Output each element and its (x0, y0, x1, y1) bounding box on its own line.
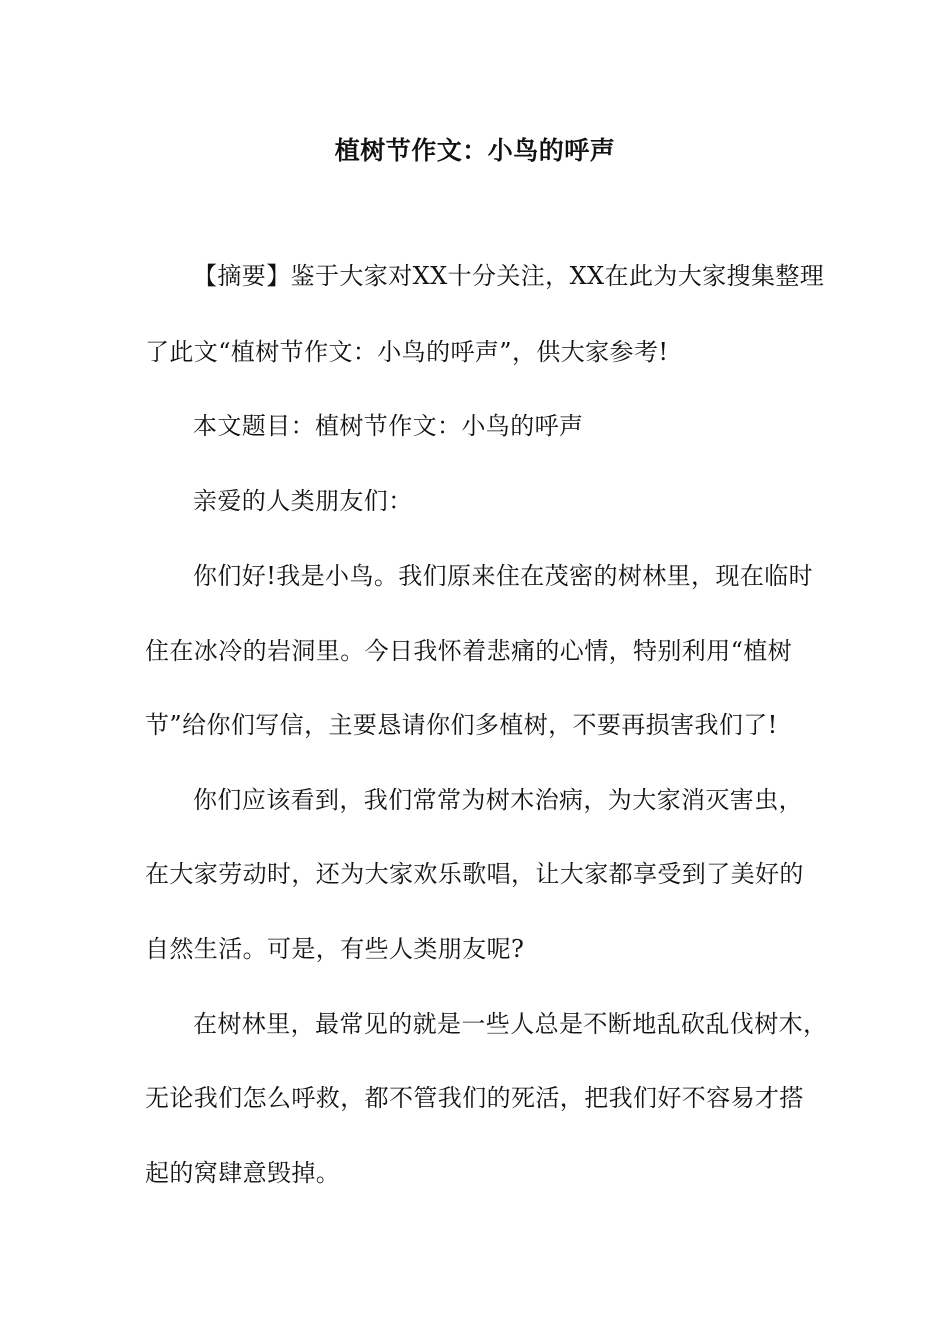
paragraph-line: 住在冰冷的岩洞里。今日我怀着悲痛的心情，特别利用“植树 (145, 637, 793, 665)
paragraph-line: 在树林里，最常见的就是一些人总是不断地乱砍乱伐树木， (193, 1010, 828, 1038)
paragraph-line: 起的窝肆意毁掉。 (145, 1159, 341, 1187)
paragraph-line: 节”给你们写信，主要恳请你们多植树，不要再损害我们了! (145, 711, 778, 739)
paragraph-line: 自然生活。可是，有些人类朋友呢? (145, 935, 525, 963)
paragraph-line: 了此文“植树节作文：小鸟的呼声”，供大家参考! (145, 338, 669, 366)
paragraph-line: 你们应该看到，我们常常为树木治病，为大家消灭害虫， (193, 786, 803, 814)
paragraph-line: 亲爱的人类朋友们： (193, 487, 413, 515)
paragraph-line: 本文题目：植树节作文：小鸟的呼声 (193, 412, 584, 440)
paragraph-line: 【摘要】鉴于大家对XX十分关注，XX在此为大家搜集整理 (193, 262, 825, 290)
paragraph-line: 你们好!我是小鸟。我们原来住在茂密的树林里，现在临时 (193, 562, 814, 590)
paragraph-line: 在大家劳动时，还为大家欢乐歌唱，让大家都享受到了美好的 (145, 860, 804, 888)
document-title: 植树节作文：小鸟的呼声 (334, 136, 616, 165)
paragraph-line: 无论我们怎么呼救，都不管我们的死活，把我们好不容易才搭 (145, 1084, 804, 1112)
